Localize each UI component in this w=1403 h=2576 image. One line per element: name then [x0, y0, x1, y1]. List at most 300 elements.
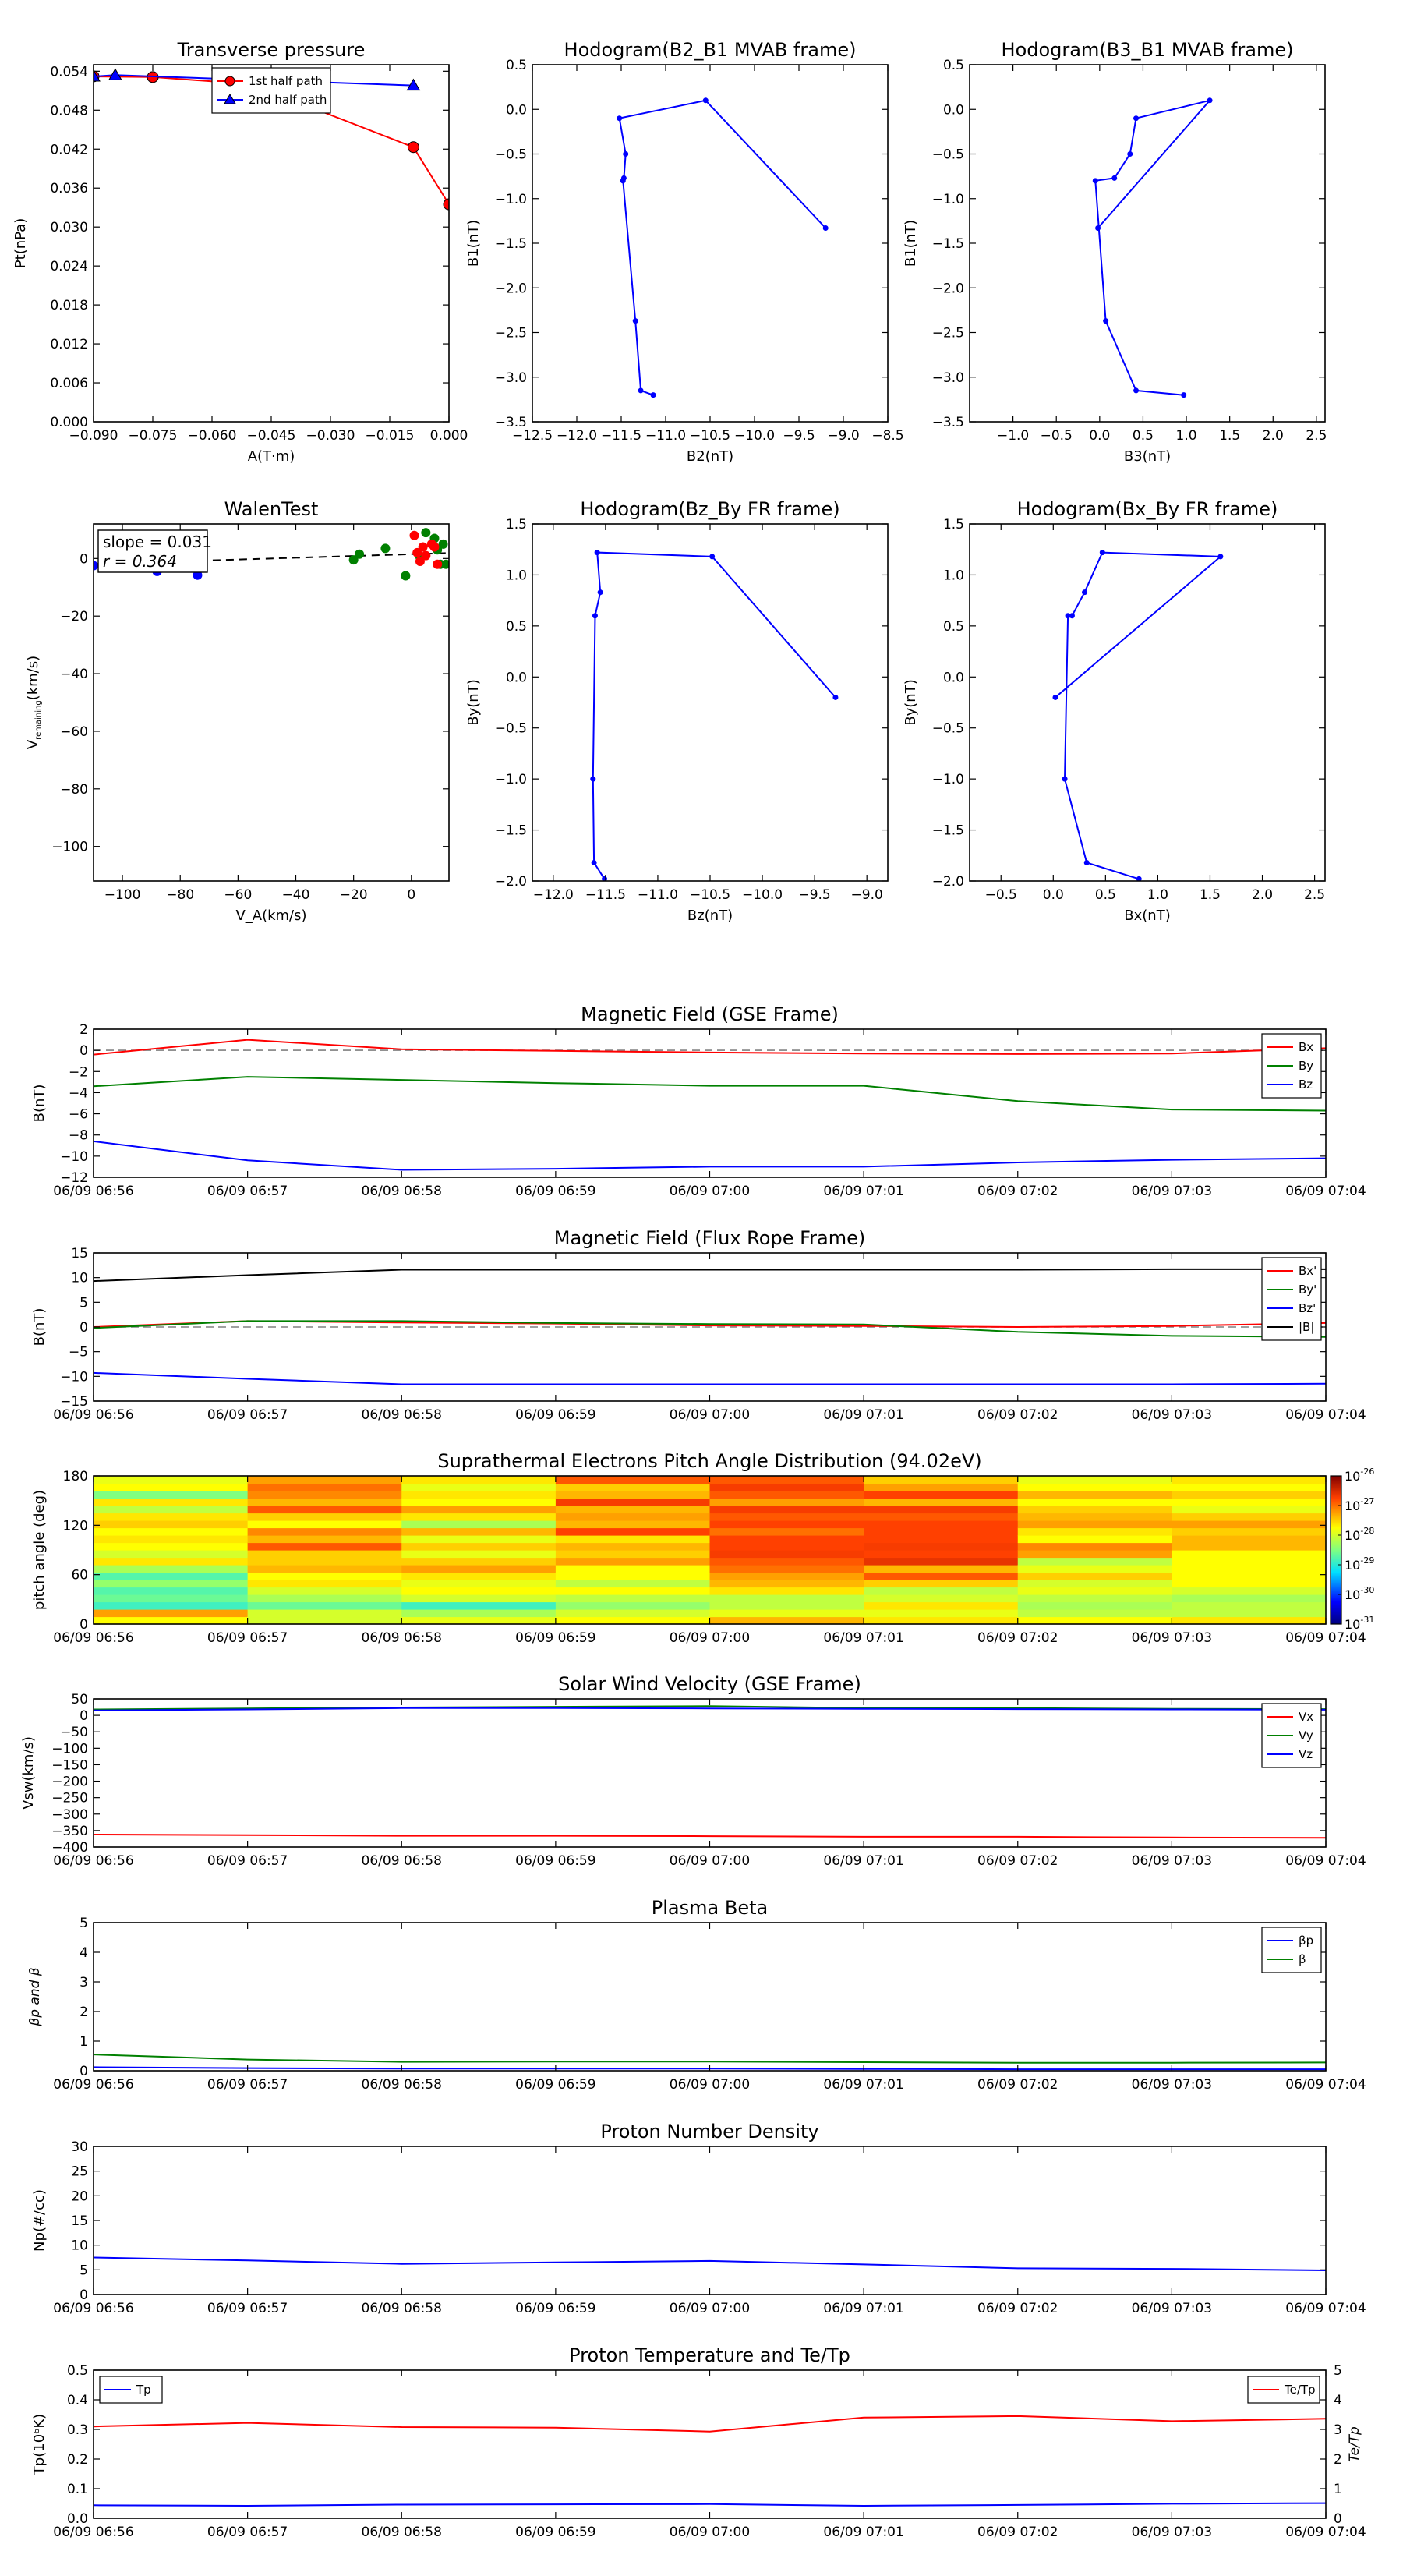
hodo_bxby-ytick-label: −2.0 — [931, 874, 964, 890]
vsw-ytick-label: 0 — [80, 1708, 88, 1725]
vsw-ytick-label: 50 — [71, 1692, 88, 1707]
beta-ytick-label: 4 — [80, 1945, 88, 1961]
transverse_pressure-xtick-label: −0.015 — [365, 428, 415, 444]
pad-cell — [94, 1484, 248, 1491]
hodo_bxby-plot-frame — [970, 524, 1325, 881]
mag_gse-ylabel: B(nT) — [31, 1084, 48, 1123]
pad-cell — [248, 1520, 402, 1528]
pad-cell — [94, 1558, 248, 1566]
vsw-ytick-label: −50 — [60, 1725, 88, 1741]
temperature-left-legend-label: Tp — [136, 2383, 151, 2397]
temperature-ylabel: Tp(10⁶K) — [31, 2413, 48, 2475]
pad-cell — [864, 1484, 1018, 1491]
transverse_pressure-ytick-label: 0.054 — [50, 64, 88, 80]
pad-cell — [1172, 1558, 1326, 1566]
transverse_pressure-plot-frame — [94, 65, 449, 422]
vsw-title: Solar Wind Velocity (GSE Frame) — [558, 1673, 861, 1695]
hodo_b3b1-marker — [1181, 392, 1186, 398]
pad-cell — [556, 1573, 710, 1580]
pad-cell — [864, 1602, 1018, 1610]
vsw-xtick-label: 06/09 06:56 — [53, 1853, 134, 1869]
vsw-xtick-label: 06/09 07:00 — [669, 1853, 751, 1869]
walen_test-point — [421, 551, 430, 561]
pad-cell — [1018, 1506, 1172, 1513]
pad-cell — [401, 1535, 556, 1543]
temperature-ytick-label: 0.3 — [66, 2422, 88, 2438]
walen_test-xtick-label: −60 — [224, 887, 253, 903]
pad-cell — [1172, 1535, 1326, 1543]
walen_test-panel — [25, 498, 451, 924]
pad-cell — [556, 1499, 710, 1506]
pad-cell — [94, 1580, 248, 1587]
walen_test-xtick-label: −100 — [104, 887, 141, 903]
pad-ytick-label: 180 — [62, 1469, 88, 1484]
vsw-ytick-label: −200 — [51, 1774, 88, 1790]
walen_test-point — [401, 571, 410, 580]
mag_gse-ytick-label: −4 — [68, 1085, 88, 1102]
beta-ytick-label: 0 — [80, 2064, 88, 2079]
vsw-series-0 — [94, 1835, 1326, 1838]
pad-cell — [94, 1535, 248, 1543]
hodo_b2b1-ytick-label: −2.5 — [494, 325, 527, 341]
pad-xtick-label: 06/09 07:04 — [1285, 1630, 1366, 1646]
temperature-xtick-label: 06/09 06:59 — [515, 2525, 596, 2540]
mag_fr-xtick-label: 06/09 07:03 — [1131, 1407, 1213, 1423]
pad-cell — [1172, 1617, 1326, 1625]
hodo_b3b1-marker — [1095, 225, 1101, 231]
pad-cell — [556, 1609, 710, 1617]
walen_test-point — [429, 543, 439, 552]
vsw-plot-frame — [94, 1699, 1326, 1847]
hodo_b2b1-data-area — [617, 97, 828, 398]
pad-cell — [401, 1543, 556, 1551]
pad-cell — [248, 1528, 402, 1536]
pad-cell — [94, 1587, 248, 1595]
pad-cell — [1018, 1602, 1172, 1610]
hodo_b2b1-marker — [620, 178, 626, 183]
hodo_bzby-marker — [709, 554, 715, 559]
hodo_bxby-xtick-label: 1.5 — [1199, 887, 1221, 903]
mag_fr-xtick-label: 06/09 06:57 — [207, 1407, 288, 1423]
vsw-ylabel: Vsw(km/s) — [20, 1736, 37, 1810]
pad-cell — [94, 1528, 248, 1536]
pad-cell — [1018, 1535, 1172, 1543]
temperature-ytick-label-right: 3 — [1334, 2422, 1342, 2438]
hodo_b3b1-marker — [1093, 178, 1098, 183]
beta-ytick-label: 5 — [80, 1916, 88, 1931]
pad-colorbar-exponent: -30 — [1360, 1585, 1375, 1595]
hodo_b3b1-title: Hodogram(B3_B1 MVAB frame) — [1001, 39, 1294, 61]
walen_test-ytick-label: −20 — [60, 609, 88, 625]
hodo_bzby-data-area — [590, 550, 838, 882]
vsw-ytick-label: −400 — [51, 1840, 88, 1856]
hodo_bxby-ytick-label: 0.0 — [942, 670, 964, 686]
pad-cell — [864, 1617, 1018, 1625]
walen_test-plot-frame — [94, 524, 449, 881]
hodo_bzby-ytick-label: 0.0 — [505, 670, 527, 686]
hodo_b3b1-ytick-label: −3.5 — [931, 415, 964, 430]
pad-cell — [248, 1617, 402, 1625]
pad-cell — [1018, 1550, 1172, 1558]
mag_gse-xtick-label: 06/09 07:00 — [669, 1184, 751, 1199]
transverse_pressure-title: Transverse pressure — [177, 39, 366, 61]
hodo_b3b1-ytick-label: 0.0 — [942, 102, 964, 119]
pad-cell — [1018, 1520, 1172, 1528]
vsw-legend-label: Vz — [1299, 1747, 1313, 1761]
pad-cell — [556, 1594, 710, 1602]
pad-xtick-label: 06/09 06:56 — [53, 1630, 134, 1646]
pad-cell — [1172, 1491, 1326, 1499]
pad-cell — [710, 1506, 864, 1513]
walen_test-ylabel-sub: remaining — [34, 700, 43, 740]
pad-cell — [1018, 1573, 1172, 1580]
mag_gse-title: Magnetic Field (GSE Frame) — [581, 1003, 839, 1025]
mag_gse-ytick-label: −8 — [68, 1127, 88, 1144]
pad-cell — [401, 1573, 556, 1580]
walen_test-annotation-slope: slope = 0.031 — [103, 533, 212, 551]
pad-cell — [864, 1491, 1018, 1499]
hodo_bxby-ytick-label: −1.0 — [931, 772, 964, 788]
walen_test-annotation-r: r = 0.364 — [103, 552, 177, 571]
pad-cell — [710, 1513, 864, 1521]
pad-cell — [248, 1543, 402, 1551]
hodo_b3b1-ytick-label: −1.0 — [931, 191, 964, 207]
mag_fr-xtick-label: 06/09 07:01 — [823, 1407, 904, 1423]
transverse_pressure-panel — [12, 39, 468, 465]
hodo_b3b1-ytick-label: −3.0 — [931, 370, 964, 386]
density-xtick-label: 06/09 07:03 — [1131, 2301, 1213, 2316]
vsw-data-area — [94, 1706, 1326, 1838]
pad-cell — [248, 1506, 402, 1513]
vsw-legend-label: Vy — [1299, 1729, 1313, 1743]
pad-colorbar-exponent: -31 — [1360, 1615, 1375, 1625]
pad-colorbar-exponent: -27 — [1360, 1496, 1375, 1506]
mag_gse-xtick-label: 06/09 06:57 — [207, 1184, 288, 1199]
pad-cell — [556, 1543, 710, 1551]
transverse_pressure-ytick-label: 0.018 — [50, 298, 88, 314]
hodo_bxby-marker — [1217, 554, 1223, 559]
pad-cell — [710, 1535, 864, 1543]
hodo_bzby-ytick-label: −1.0 — [494, 772, 527, 788]
hodo_b2b1-xtick-label: −12.0 — [556, 428, 598, 444]
temperature-xtick-label: 06/09 07:03 — [1131, 2525, 1213, 2540]
hodo_bxby-ytick-label: −0.5 — [931, 720, 964, 737]
beta-ytick-label: 3 — [80, 1975, 88, 1990]
mag_gse-panel — [31, 1003, 1366, 1199]
hodo_b2b1-xtick-label: −11.5 — [600, 428, 642, 444]
density-series-0 — [94, 2258, 1326, 2271]
pad-cell — [864, 1543, 1018, 1551]
hodo_b2b1-xlabel: B2(nT) — [686, 448, 734, 465]
mag_fr-xtick-label: 06/09 06:59 — [515, 1407, 596, 1423]
hodo_b3b1-xtick-label: 0.0 — [1089, 428, 1111, 444]
vsw-ytick-label: −250 — [51, 1790, 88, 1806]
hodo_b2b1-ytick-label: −1.5 — [494, 236, 527, 252]
walen_test-point — [410, 531, 419, 540]
hodo_bxby-marker — [1082, 589, 1087, 595]
pad-cell — [710, 1594, 864, 1602]
hodo_b3b1-xtick-label: 0.5 — [1132, 428, 1154, 444]
pad-cell — [710, 1476, 864, 1484]
beta-title: Plasma Beta — [651, 1897, 769, 1919]
mag_fr-data-area — [94, 1269, 1326, 1385]
transverse_pressure-ytick-label: 0.042 — [50, 142, 88, 158]
pad-cell — [401, 1617, 556, 1625]
pad-cell — [401, 1565, 556, 1573]
pad-cell — [248, 1609, 402, 1617]
mag_gse-series-1 — [94, 1077, 1326, 1110]
temperature-xtick-label: 06/09 06:56 — [53, 2525, 134, 2540]
mag_fr-title: Magnetic Field (Flux Rope Frame) — [553, 1227, 866, 1249]
temperature-ylabel-right: Te/Tp — [1347, 2426, 1362, 2462]
hodo_bzby-xlabel: Bz(nT) — [687, 908, 733, 924]
pad-cell — [1172, 1609, 1326, 1617]
vsw-legend-label: Vx — [1299, 1710, 1314, 1724]
pad-cell — [864, 1528, 1018, 1536]
hodo_bzby-xtick-label: −9.0 — [850, 887, 883, 903]
temperature-xtick-label: 06/09 07:02 — [977, 2525, 1058, 2540]
transverse_pressure-ytick-label: 0.000 — [50, 415, 88, 430]
transverse_pressure-ytick-label: 0.048 — [50, 103, 88, 119]
mag_fr-xtick-label: 06/09 07:04 — [1285, 1407, 1366, 1423]
pad-cell — [401, 1550, 556, 1558]
hodo_bzby-panel — [465, 498, 888, 924]
pad-cell — [710, 1491, 864, 1499]
transverse_pressure-xtick-label: −0.075 — [128, 428, 178, 444]
transverse_pressure-ytick-label: 0.012 — [50, 337, 88, 353]
pad-colorbar-base: 10 — [1345, 1558, 1361, 1573]
density-panel — [31, 2121, 1366, 2316]
pad-cell — [556, 1506, 710, 1513]
hodo_bxby-ytick-label: 1.0 — [942, 568, 964, 584]
mag_gse-ytick-label: 2 — [80, 1022, 88, 1038]
hodo_b2b1-marker — [703, 97, 709, 103]
pad-colorbar-label — [1345, 1467, 1374, 1484]
hodo_b3b1-marker — [1133, 115, 1139, 121]
hodo_bzby-marker — [595, 550, 600, 555]
pad-cell — [710, 1617, 864, 1625]
hodo_bzby-xtick-label: −10.5 — [689, 887, 731, 903]
hodo_bxby-marker — [1052, 695, 1058, 700]
pad-cell — [864, 1506, 1018, 1513]
hodo_bzby-series-line-0 — [593, 553, 836, 879]
walen_test-title: WalenTest — [224, 498, 319, 520]
pad-cell — [710, 1528, 864, 1536]
density-ytick-label: 10 — [71, 2238, 88, 2254]
mag_fr-legend-label: By' — [1299, 1283, 1317, 1297]
density-ytick-label: 20 — [71, 2189, 88, 2205]
hodo_b2b1-xtick-label: −8.5 — [871, 428, 904, 444]
mag_fr-series-1 — [94, 1321, 1326, 1336]
mag_fr-xtick-label: 06/09 07:02 — [977, 1407, 1058, 1423]
temperature-ytick-label-right: 1 — [1334, 2482, 1342, 2497]
density-plot-frame — [94, 2146, 1326, 2295]
hodo_bxby-data-area — [1052, 550, 1223, 882]
hodo_b3b1-series-line-0 — [1095, 101, 1210, 395]
pad-xtick-label: 06/09 07:00 — [669, 1630, 751, 1646]
beta-xtick-label: 06/09 07:02 — [977, 2077, 1058, 2093]
pad-cell — [248, 1535, 402, 1543]
beta-panel — [27, 1897, 1366, 2093]
pad-cell — [401, 1513, 556, 1521]
vsw-xtick-label: 06/09 07:02 — [977, 1853, 1058, 1869]
hodo_b2b1-ytick-label: −3.0 — [494, 370, 527, 386]
hodo_bxby-xtick-label: −0.5 — [984, 887, 1017, 903]
pad-xtick-label: 06/09 06:57 — [207, 1630, 288, 1646]
pad-cell — [401, 1499, 556, 1506]
temperature-ytick-label: 0.0 — [66, 2511, 88, 2527]
hodo_b3b1-xtick-label: 1.5 — [1219, 428, 1241, 444]
hodo_b3b1-xtick-label: 2.0 — [1262, 428, 1284, 444]
hodo_b3b1-marker — [1103, 318, 1108, 324]
pad-cell — [94, 1550, 248, 1558]
pad-cell — [1172, 1528, 1326, 1536]
hodo_b2b1-xtick-label: −9.5 — [783, 428, 815, 444]
temperature-series-0 — [94, 2503, 1326, 2506]
pad-cell — [864, 1499, 1018, 1506]
pad-colorbar-label — [1345, 1496, 1374, 1513]
pad-cell — [94, 1513, 248, 1521]
mag_gse-legend-label: By — [1299, 1059, 1314, 1073]
pad-cell — [864, 1587, 1018, 1595]
hodo_b3b1-xlabel: B3(nT) — [1123, 448, 1172, 465]
mag_fr-ytick-label: 15 — [71, 1246, 88, 1261]
pad-cell — [94, 1565, 248, 1573]
pad-cell — [710, 1587, 864, 1595]
pad-cell — [1018, 1491, 1172, 1499]
beta-legend-label: β — [1299, 1952, 1306, 1966]
pad-xtick-label: 06/09 07:02 — [977, 1630, 1058, 1646]
pad-cell — [556, 1484, 710, 1491]
pad-cell — [710, 1499, 864, 1506]
pad-cell — [1172, 1543, 1326, 1551]
hodo_bzby-marker — [590, 777, 595, 782]
pad-colorbar-exponent: -26 — [1360, 1467, 1375, 1477]
pad-cell — [94, 1609, 248, 1617]
mag_fr-xtick-label: 06/09 07:00 — [669, 1407, 751, 1423]
pad-cell — [94, 1499, 248, 1506]
mag_fr-ytick-label: −5 — [68, 1344, 88, 1361]
walen_test-ylabel-unit: (km/s) — [25, 655, 41, 701]
temperature-title: Proton Temperature and Te/Tp — [569, 2344, 850, 2366]
pad-cell — [556, 1558, 710, 1566]
pad-cell — [94, 1602, 248, 1610]
pad-cell — [1018, 1513, 1172, 1521]
pad-cell — [248, 1499, 402, 1506]
vsw-ytick-label: −100 — [51, 1741, 88, 1757]
pad-cell — [1018, 1543, 1172, 1551]
pad-cell — [556, 1617, 710, 1625]
walen_test-ytick-label: −80 — [60, 781, 88, 798]
temperature-xtick-label: 06/09 07:01 — [823, 2525, 904, 2540]
pad-cell — [248, 1476, 402, 1484]
hodo_b3b1-ytick-label: −1.5 — [931, 236, 964, 252]
mag_fr-ytick-label: −10 — [60, 1369, 88, 1385]
pad-cell — [401, 1476, 556, 1484]
pad-cell — [710, 1573, 864, 1580]
pad-cell — [1018, 1484, 1172, 1491]
mag_fr-ytick-label: 0 — [80, 1320, 88, 1336]
hodo_bxby-xtick-label: 2.0 — [1252, 887, 1274, 903]
walen_test-ytick-label: 0 — [80, 551, 88, 568]
temperature-xtick-label: 06/09 06:58 — [361, 2525, 442, 2540]
transverse_pressure-xtick-label: −0.045 — [246, 428, 296, 444]
hodo_b3b1-marker — [1133, 387, 1139, 393]
walen_test-ytick-label: −100 — [51, 839, 88, 855]
mag_gse-series-2 — [94, 1141, 1326, 1170]
walen_test-point — [419, 543, 428, 552]
hodo_b2b1-series-line-0 — [620, 101, 825, 395]
mag_fr-legend-label: Bz' — [1299, 1301, 1316, 1315]
hodo_bzby-xtick-label: −10.0 — [742, 887, 783, 903]
pad-ylabel: pitch angle (deg) — [31, 1489, 48, 1611]
hodo_bxby-title: Hodogram(Bx_By FR frame) — [1016, 498, 1278, 520]
mag_fr-xtick-label: 06/09 06:56 — [53, 1407, 134, 1423]
beta-xtick-label: 06/09 07:00 — [669, 2077, 751, 2093]
hodo_bxby-xtick-label: 0.0 — [1042, 887, 1064, 903]
hodo_b3b1-marker — [1127, 151, 1133, 157]
pad-cell — [710, 1543, 864, 1551]
hodo_b3b1-panel — [903, 39, 1327, 465]
temperature-ytick-label: 0.4 — [66, 2393, 88, 2408]
pad-cell — [864, 1573, 1018, 1580]
walen_test-ytick-label: −40 — [60, 667, 88, 683]
pad-cell — [710, 1550, 864, 1558]
walen_test-point — [421, 528, 430, 537]
hodo_b3b1-marker — [1207, 97, 1213, 103]
transverse_pressure-xtick-label: 0.000 — [429, 428, 468, 444]
pad-cell — [864, 1609, 1018, 1617]
pad-xtick-label: 06/09 06:58 — [361, 1630, 442, 1646]
pad-cell — [401, 1484, 556, 1491]
walen_test-xtick-label: 0 — [407, 887, 416, 903]
pad-cell — [710, 1520, 864, 1528]
pad-cell — [401, 1609, 556, 1617]
pad-cell — [1018, 1617, 1172, 1625]
hodo_b3b1-xtick-label: 1.0 — [1175, 428, 1197, 444]
mag_fr-panel — [31, 1227, 1366, 1423]
hodo_bzby-ylabel: By(nT) — [465, 679, 482, 726]
pad-cell — [94, 1520, 248, 1528]
hodo_b3b1-marker — [1111, 175, 1117, 181]
density-xtick-label: 06/09 06:57 — [207, 2301, 288, 2316]
pad-colorbar-exponent: -28 — [1360, 1526, 1375, 1536]
walen_test-point — [439, 540, 448, 549]
pad-colorbar-base: 10 — [1345, 1499, 1361, 1513]
mag_gse-series-0 — [94, 1040, 1326, 1055]
vsw-panel — [20, 1673, 1366, 1869]
walen_test-point — [433, 560, 442, 569]
pad-cell — [1172, 1506, 1326, 1513]
pad-colorbar-base: 10 — [1345, 1469, 1361, 1484]
mag_gse-xtick-label: 06/09 06:59 — [515, 1184, 596, 1199]
beta-xtick-label: 06/09 06:57 — [207, 2077, 288, 2093]
transverse_pressure-ytick-label: 0.024 — [50, 259, 88, 275]
pad-cell — [556, 1513, 710, 1521]
hodo_bzby-xtick-label: −11.5 — [585, 887, 626, 903]
pad-cell — [248, 1491, 402, 1499]
hodo_b2b1-ytick-label: −2.0 — [494, 281, 527, 297]
pad-cell — [248, 1602, 402, 1610]
pad-cell — [1018, 1580, 1172, 1587]
mag_gse-xtick-label: 06/09 06:56 — [53, 1184, 134, 1199]
temperature-series-1 — [94, 2416, 1326, 2432]
hodo_bzby-ytick-label: 1.0 — [505, 568, 527, 584]
temperature-plot-frame — [94, 2370, 1326, 2518]
hodo_b2b1-marker — [823, 225, 829, 231]
beta-legend-label: βp — [1299, 1934, 1314, 1948]
pad-colorbar-base: 10 — [1345, 1587, 1361, 1602]
